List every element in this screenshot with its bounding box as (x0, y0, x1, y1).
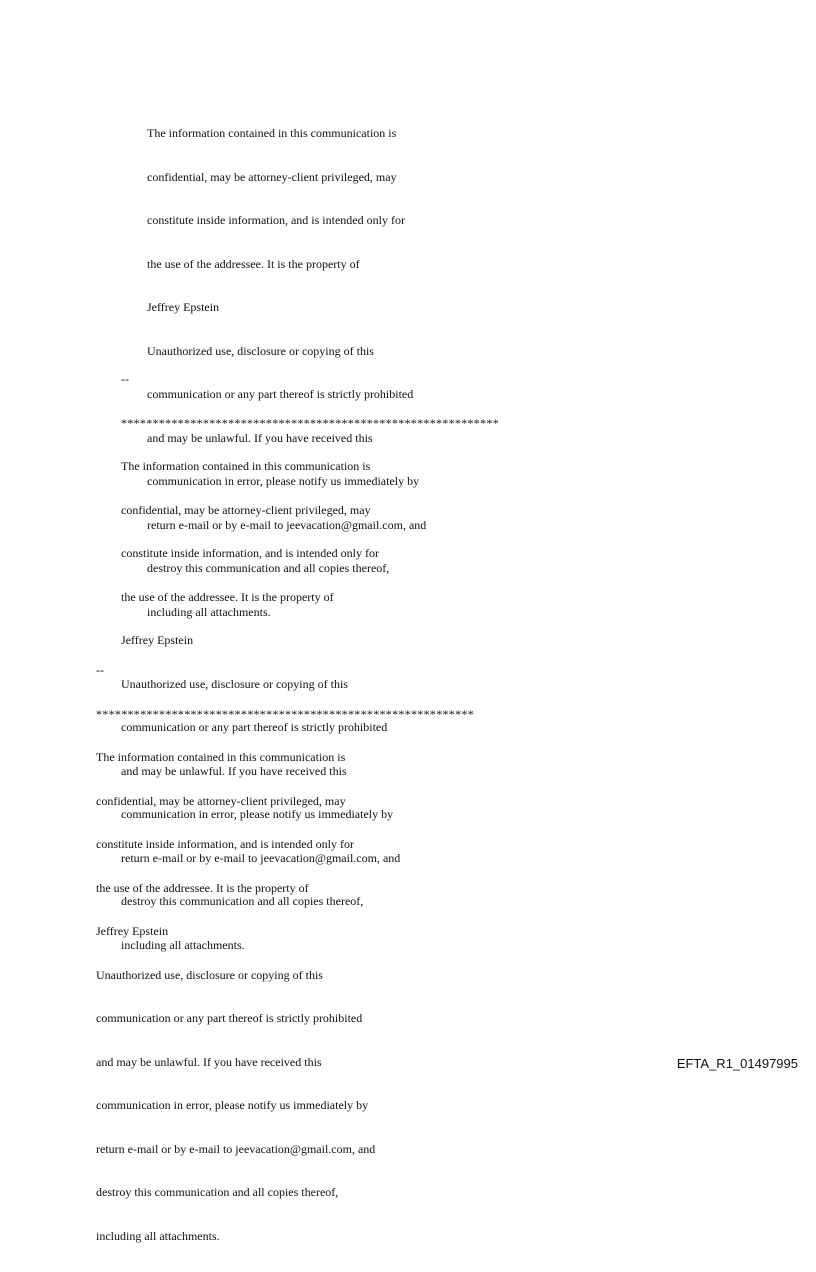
disclaimer-line: confidential, may be attorney-client privileged, may (96, 793, 346, 808)
disclaimer-line: communication in error, please notify us immediately by (121, 807, 394, 821)
separator-dash: -- (121, 372, 129, 386)
disclaimer-line: the use of the addressee. It is the property of (147, 256, 360, 271)
disclaimer-line: The information contained in this communication is (96, 750, 346, 764)
disclaimer-line: including all attachments. (121, 937, 245, 952)
disclaimer-line: return e-mail or by e-mail to jeevacation@gmail.com, and (96, 1141, 376, 1156)
disclaimer-line: return e-mail or by e-mail to jeevacation@gmail.com, and (121, 850, 401, 865)
disclaimer-line: destroy this communication and all copies thereof, (121, 894, 364, 908)
disclaimer-line: confidential, may be attorney-client privileged, may (147, 169, 397, 184)
separator-stars: ************************************************************ (96, 706, 474, 721)
disclaimer-line: Jeffrey Epstein (121, 633, 194, 647)
disclaimer-line: Unauthorized use, disclosure or copying of this (121, 676, 348, 691)
disclaimer-line: destroy this communication and all copies thereof, (96, 1185, 339, 1199)
separator-stars: ************************************************************ (121, 415, 499, 430)
disclaimer-line: constitute inside information, and is intended only for (96, 837, 354, 851)
disclaimer-line: and may be unlawful. If you have received this (121, 763, 347, 778)
separator-dash: -- (96, 663, 104, 677)
disclaimer-line: confidential, may be attorney-client privileged, may (121, 502, 371, 517)
disclaimer-line: the use of the addressee. It is the property of (96, 880, 309, 895)
disclaimer-line: including all attachments. (96, 1228, 220, 1243)
disclaimer-line: communication or any part thereof is strictly prohibited (147, 387, 414, 401)
disclaimer-line: Unauthorized use, disclosure or copying of this (147, 343, 374, 358)
disclaimer-line: and may be unlawful. If you have received this (147, 430, 373, 445)
disclaimer-line: Jeffrey Epstein (147, 300, 220, 314)
disclaimer-block-3 (96, 634, 474, 1272)
disclaimer-line: communication or any part thereof is strictly prohibited (121, 720, 388, 734)
disclaimer-line: constitute inside information, and is intended only for (121, 546, 379, 560)
disclaimer-line: and may be unlawful. If you have received this (96, 1054, 322, 1069)
disclaimer-line: communication in error, please notify us immediately by (96, 1098, 369, 1112)
disclaimer-line: constitute inside information, and is intended only for (147, 213, 405, 227)
disclaimer-line: Jeffrey Epstein (96, 924, 169, 938)
disclaimer-line: return e-mail or by e-mail to jeevacation@gmail.com, and (147, 517, 427, 532)
disclaimer-line: Unauthorized use, disclosure or copying of this (96, 967, 323, 982)
disclaimer-line: The information contained in this communication is (147, 126, 397, 140)
disclaimer-line: including all attachments. (147, 604, 271, 619)
document-id-footer: EFTA_R1_01497995 (676, 1056, 798, 1071)
disclaimer-line: the use of the addressee. It is the property of (121, 589, 334, 604)
disclaimer-line: The information contained in this communication is (121, 459, 371, 473)
disclaimer-line: communication in error, please notify us immediately by (147, 474, 420, 488)
disclaimer-line: communication or any part thereof is strictly prohibited (96, 1011, 363, 1025)
disclaimer-line: destroy this communication and all copies thereof, (147, 561, 390, 575)
